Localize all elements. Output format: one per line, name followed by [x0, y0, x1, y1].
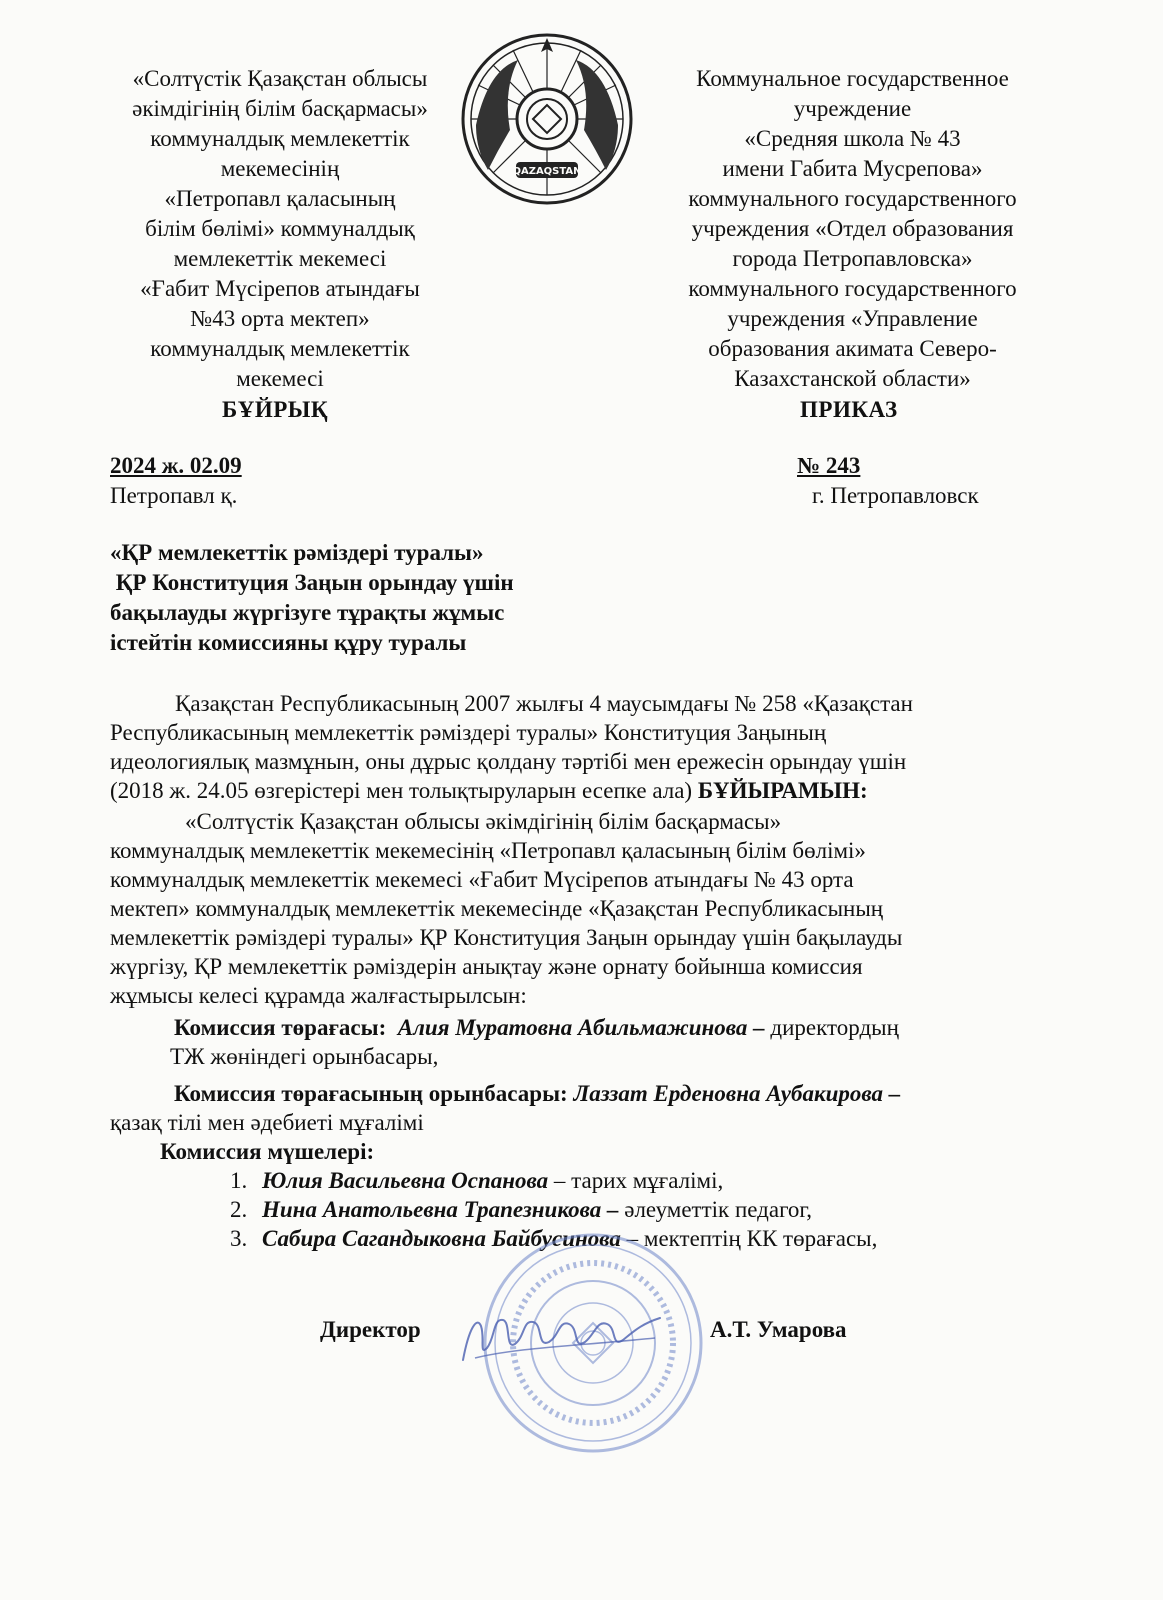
paragraph-line: коммуналдық мемлекеттік мекемесі «Ғабит Мүсірепов атындағы № 43 орта — [110, 867, 854, 892]
vice-name: Лаззат Ерденовна Аубакирова – — [573, 1081, 901, 1106]
header-left-line: білім бөлімі» коммуналдық — [145, 216, 415, 241]
header-left-line: әкімдігінің білім басқармасы» — [132, 96, 428, 121]
member-name: Сабира Сагандыковна Байбусинова — [262, 1226, 621, 1251]
director-signature-icon — [455, 1298, 670, 1373]
paragraph-line: мектеп» коммуналдық мемлекеттік мекемесінде «Қазақстан Республикасының — [110, 896, 884, 921]
paragraph-line — [110, 776, 1050, 805]
member-name: Юлия Васильевна Оспанова — [262, 1168, 549, 1193]
commission-vice-chair — [174, 1079, 900, 1108]
list-number: 1. — [230, 1168, 248, 1193]
emblem-text: QAZAQSTAN — [512, 166, 582, 177]
header-left-line: мемлекеттік мекемесі — [173, 246, 387, 271]
member-name: Нина Анатольевна Трапезникова – — [262, 1197, 619, 1222]
header-left-line: «Петропавл қаласының — [164, 186, 396, 211]
chair-role: директордың — [764, 1015, 899, 1040]
paragraph-line: Республикасының мемлекеттік рәміздері туралы» Конституция Заңының — [110, 720, 827, 745]
header-right-line: города Петропавловска» — [732, 246, 973, 271]
paragraph-line: идеологиялық мазмұнын, оны дұрыс қолдану тәртібі мен ережесін орындау үшін — [110, 749, 907, 774]
header-left-line: «Ғабит Мүсірепов атындағы — [140, 276, 420, 301]
subject-line: істейтін комиссияны құру туралы — [110, 630, 467, 655]
header-right-line: коммунального государственного — [688, 276, 1017, 301]
header-left-line: коммуналдық мемлекеттік — [150, 336, 410, 361]
header-left-line: мекемесінің — [220, 156, 340, 181]
paragraph-line: «Солтүстік Қазақстан облысы әкімдігінің білім басқармасы» — [185, 809, 782, 834]
paragraph-line: мемлекеттік рәміздері туралы» ҚР Конституция Заңын орындау үшін бақылауды — [110, 925, 903, 950]
list-number: 3. — [230, 1226, 248, 1251]
header-left-line: коммуналдық мемлекеттік — [150, 126, 410, 151]
member-role: – тарих мұғалімі, — [548, 1168, 724, 1193]
signature-role: Директор — [320, 1317, 421, 1342]
header-right-line: коммунального государственного — [688, 186, 1017, 211]
paragraph-line: Қазақстан Республикасының 2007 жылғы 4 маусымдағы № 258 «Қазақстан — [175, 691, 913, 716]
member-role: әлеуметтік педагог, — [618, 1197, 813, 1222]
city-kz: Петропавл қ. — [110, 483, 238, 508]
paragraph-order — [110, 807, 1050, 1010]
header-left-line: №43 орта мектеп» — [190, 306, 370, 331]
subject-line: «ҚР мемлекеттік рәміздері туралы» — [110, 540, 484, 565]
header-right-line: имени Габита Мусрепова» — [722, 156, 983, 181]
header-right-line: «Средняя школа № 43 — [744, 126, 961, 151]
list-item — [230, 1195, 812, 1224]
list-item — [230, 1166, 723, 1195]
vice-role: қазақ тілі мен әдебиеті мұғалімі — [110, 1110, 424, 1135]
header-right-line: учреждение — [793, 96, 912, 121]
chair-name: Алия Муратовна Абильмажинова – — [397, 1015, 765, 1040]
order-number: № 243 — [797, 453, 861, 478]
header-left-line: мекемесі — [236, 366, 324, 391]
paragraph-line: жұмысы келесі құрамда жалғастырылсын: — [110, 983, 527, 1008]
subject-line: бақылауды жүргізуге тұрақты жұмыс — [110, 600, 505, 625]
paragraph-last-line: (2018 ж. 24.05 өзгерістері мен толықтыруларын есепке ала) — [110, 778, 693, 803]
paragraph-line: коммуналдық мемлекеттік мекемесінің «Петропавл қаласының білім бөлімі» — [110, 838, 866, 863]
member-role: – мектептің КК төрағасы, — [620, 1226, 878, 1251]
order-subject — [110, 538, 514, 658]
header-right-line: образования акимата Северо- — [708, 336, 997, 361]
header-left-line: «Солтүстік Қазақстан облысы — [132, 66, 428, 91]
members-label: Комиссия мүшелері: — [160, 1139, 375, 1164]
vice-label: Комиссия төрағасының орынбасары: — [174, 1081, 568, 1106]
document-type-kz: БҰЙРЫҚ — [222, 397, 329, 422]
header-right-ru — [645, 64, 1060, 394]
chair-role-cont: ТЖ жөніндегі орынбасары, — [170, 1044, 439, 1069]
subject-line: ҚР Конституция Заңын орындау үшін — [110, 570, 514, 595]
city-ru: г. Петропавловск — [812, 483, 979, 508]
list-number: 2. — [230, 1197, 248, 1222]
paragraph-line: жүргізу, ҚР мемлекеттік рәміздерін анықтау және орнату бойынша комиссия — [110, 954, 863, 979]
document-type-ru: ПРИКАЗ — [800, 397, 898, 422]
chair-label: Комиссия төрағасы: — [174, 1015, 387, 1040]
header-right-line: Казахстанской области» — [734, 366, 971, 391]
state-emblem-icon — [458, 30, 636, 208]
order-date: 2024 ж. 02.09 — [110, 453, 242, 478]
paragraph-basis — [110, 689, 1050, 805]
header-right-line: учреждения «Отдел образования — [691, 216, 1014, 241]
header-left-kz — [100, 64, 460, 394]
order-word: БҰЙЫРАМЫН: — [697, 778, 868, 803]
header-right-line: учреждения «Управление — [727, 306, 978, 331]
header-right-line: Коммунальное государственное — [696, 66, 1009, 91]
commission-chair — [174, 1013, 899, 1042]
signature-name: А.Т. Умарова — [710, 1317, 847, 1342]
